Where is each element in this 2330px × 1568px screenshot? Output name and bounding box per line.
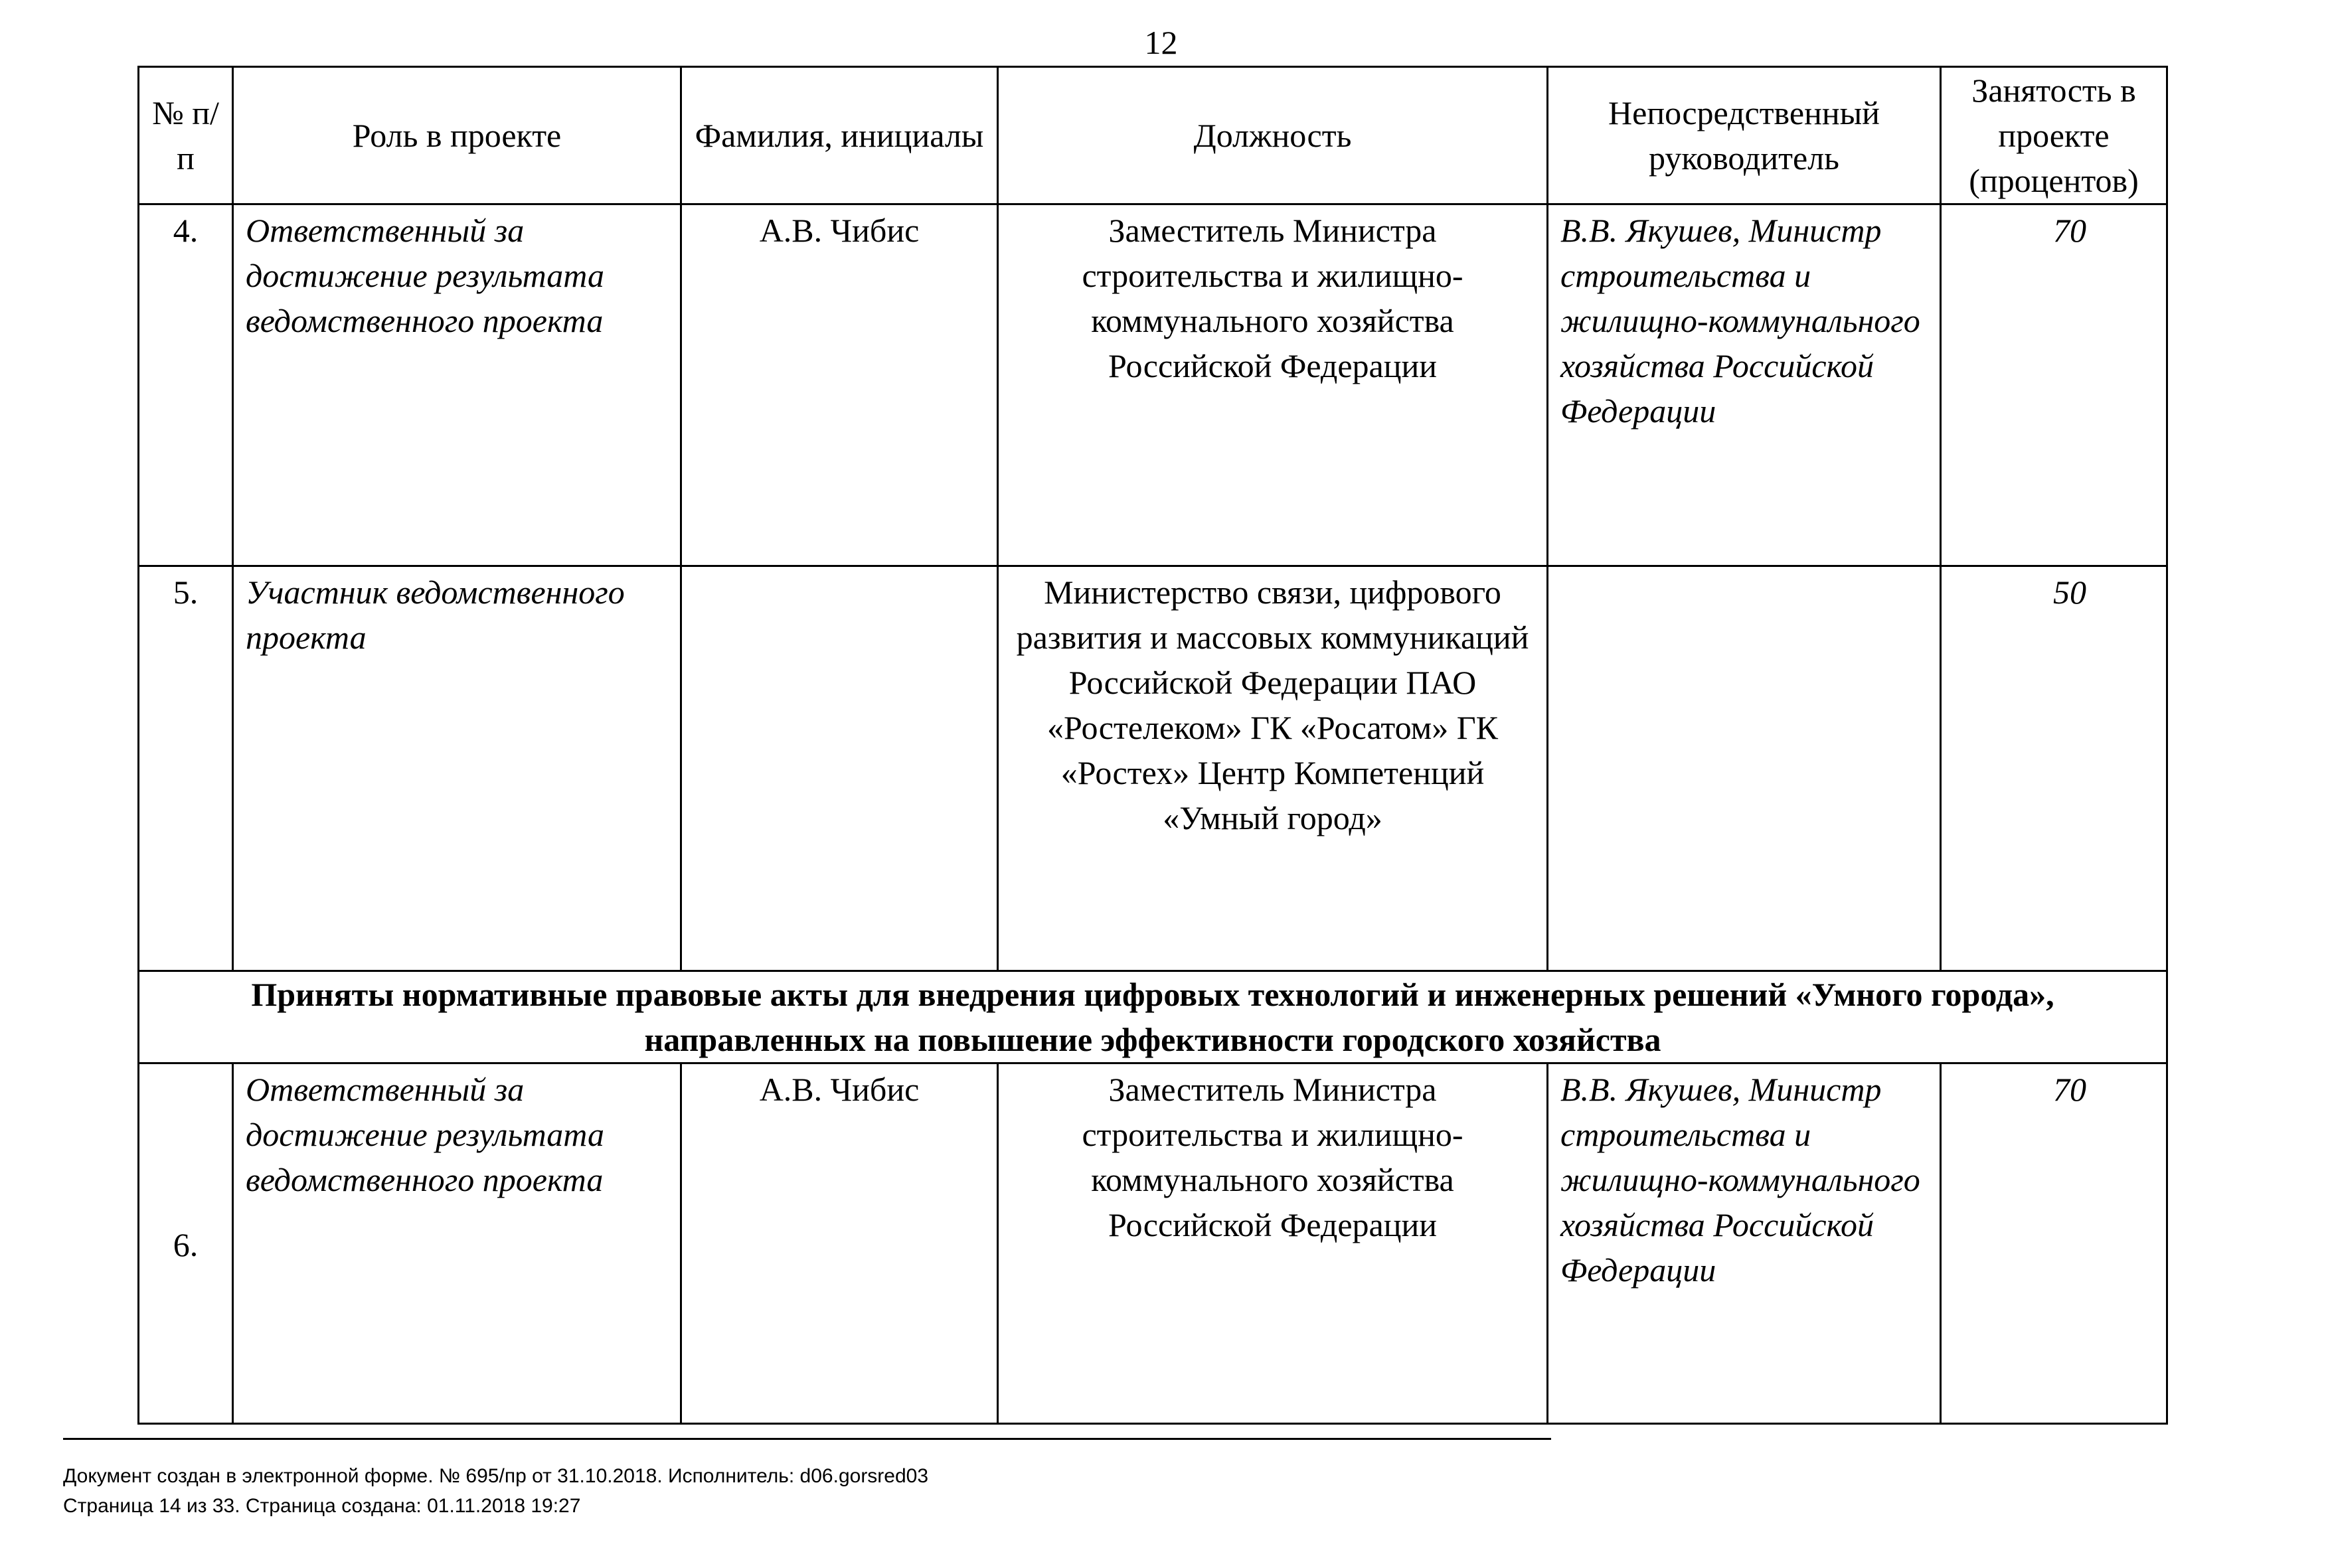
section-title: Приняты нормативные правовые акты для внедрения цифровых технологий и инженерных решений «Умного города», направленных на повышение эффективности городского хозяйства	[139, 971, 2167, 1063]
header-name: Фамилия, инициалы	[681, 67, 998, 204]
footer-line-1: Документ создан в электронной форме. № 695/пр от 31.10.2018. Исполнитель: d06.gorsred03	[63, 1465, 929, 1487]
row-name	[681, 566, 998, 971]
row-num: 4.	[139, 204, 233, 566]
row-load: 70	[1941, 204, 2167, 566]
row-manager	[1548, 566, 1941, 971]
row-load: 50	[1941, 566, 2167, 971]
row-position: Министерство связи, цифрового развития и массовых коммуникаций Российской Федерации ПАО «Ростелеком» ГК «Росатом» ГК «Ростех» Центр Компетенций «Умный город»	[998, 566, 1548, 971]
header-load: Занятость в проекте (процентов)	[1941, 67, 2167, 204]
row-role: Ответственный за достижение результата ведомственного проекта	[233, 204, 681, 566]
header-manager: Непосредственный руководитель	[1548, 67, 1941, 204]
row-role: Ответственный за достижение результата ведомственного проекта	[233, 1063, 681, 1424]
header-num: № п/п	[139, 67, 233, 204]
row-num: 6.	[139, 1063, 233, 1424]
row-load: 70	[1941, 1063, 2167, 1424]
row-manager: В.В. Якушев, Министр строительства и жилищно-коммунального хозяйства Российской Федерации	[1548, 1063, 1941, 1424]
table-header-row	[139, 67, 2167, 204]
table-row	[139, 1063, 2167, 1424]
page-number-text: 12	[1144, 24, 1178, 61]
footer-line-2: Страница 14 из 33. Страница создана: 01.11.2018 19:27	[63, 1495, 581, 1517]
header-position: Должность	[998, 67, 1548, 204]
page-number	[0, 23, 2330, 62]
table-row	[139, 204, 2167, 566]
row-name: А.В. Чибис	[681, 204, 998, 566]
row-manager: В.В. Якушев, Министр строительства и жилищно-коммунального хозяйства Российской Федерации	[1548, 204, 1941, 566]
section-row	[139, 971, 2167, 1063]
row-position: Заместитель Министра строительства и жилищно-коммунального хозяйства Российской Федерации	[998, 1063, 1548, 1424]
table-row	[139, 566, 2167, 971]
row-role: Участник ведомственного проекта	[233, 566, 681, 971]
header-role: Роль в проекте	[233, 67, 681, 204]
footer-divider	[63, 1438, 1551, 1440]
row-name: А.В. Чибис	[681, 1063, 998, 1424]
project-team-table	[137, 66, 2168, 1425]
row-position: Заместитель Министра строительства и жилищно-коммунального хозяйства Российской Федерации	[998, 204, 1548, 566]
row-num: 5.	[139, 566, 233, 971]
